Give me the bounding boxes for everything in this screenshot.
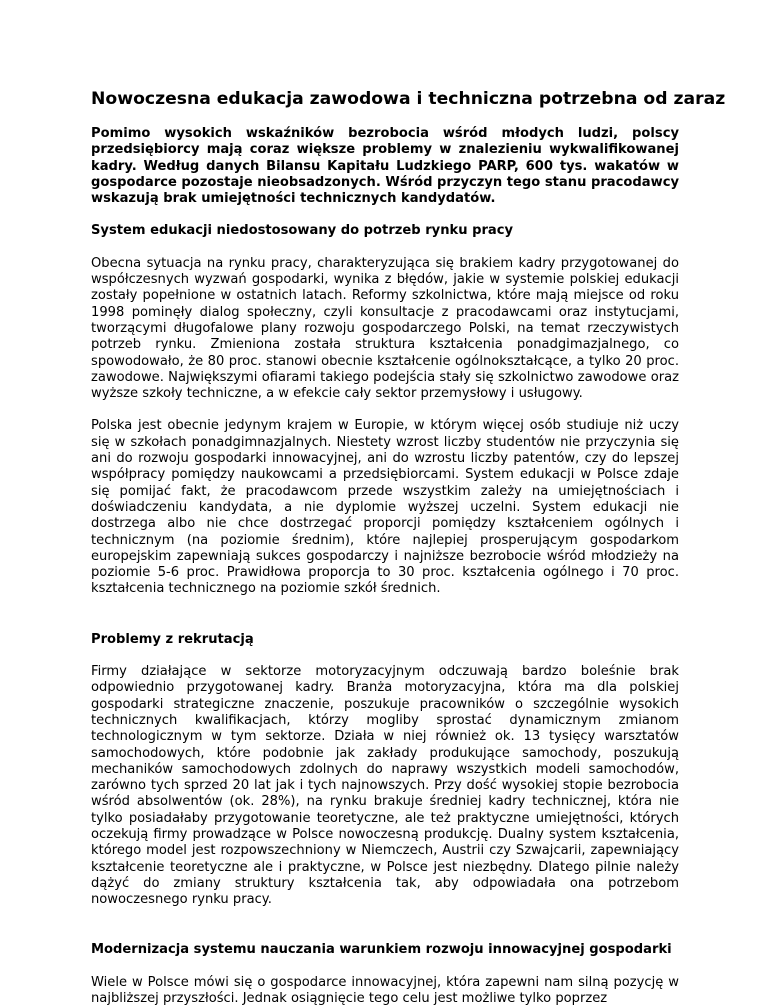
body-paragraph: Wiele w Polsce mówi się o gospodarce innowacyjnej, która zapewni nam silną pozycję w najbliższej przyszłości. Jednak osiągnięcie tego celu jest możliwe tylko poprzez xyxy=(91,974,679,1007)
body-paragraph: Firmy działające w sektorze motoryzacyjnym odczuwają bardzo boleśnie brak odpowiednio przygotowanej kadry. Branża motoryzacyjna, która ma dla polskiej gospodarki strategiczne znaczenie, poszukuje pracowników o szczególnie wysokich technicznych kwalifikacjach, którzy mogliby sprostać dynamicznym zmianom technologicznym w tym sektorze. Działa w niej również ok. 13 tysięcy warsztatów samochodowych, które podobnie jak zakłady produkujące samochody, poszukują mechaników samochodowych zdolnych do naprawy wszystkich modeli samochodów, zarówno tych sprzed 20 lat jak i tych najnowszych. Przy dość wysokiej stopie bezrobocia wśród absolwentów (ok. 28%), na rynku brakuje średniej kadry technicznej, która nie tylko posiadałaby przygotowanie teoretyczne, ale też praktyczne umiejętności, których oczekują firmy prowadzące w Polsce nowoczesną produkcję. Dualny system kształcenia, którego model jest rozpowszechniony w Niemczech, Austrii czy Szwajcarii, zapewniający kształcenie teoretyczne ale i praktyczne, w Polsce jest niezbędny. Dlatego pilnie należy dążyć do zmiany struktury kształcenia tak, aby odpowiadała ona potrzebom nowoczesnego rynku pracy. xyxy=(91,664,679,908)
section-heading-education-system: System edukacji niedostosowany do potrzeb rynku pracy xyxy=(91,223,514,239)
section-heading-modernization: Modernizacja systemu nauczania warunkiem rozwoju innowacyjnej gospodarki xyxy=(91,942,672,958)
page-title: Nowoczesna edukacja zawodowa i techniczna potrzebna od zaraz xyxy=(91,89,726,109)
body-paragraph: Obecna sytuacja na rynku pracy, charakteryzująca się brakiem kadry przygotowanej do współczesnych wyzwań gospodarki, wynika z błędów, jakie w systemie polskiej edukacji zostały popełnione w ostatnich latach. Reformy szkolnictwa, które mają miejsce od roku 1998 pominęły dialog społeczny, czyli konsultacje z pracodawcami oraz instytucjami, tworzącymi długofalowe plany rozwoju gospodarczego Polski, na temat rzeczywistych potrzeb rynku. Zmieniona została struktura kształcenia ponadgimazjalnego, co spowodowało, że 80 proc. stanowi obecnie kształcenie ogólnokształcące, a tylko 20 proc. zawodowe. Największymi ofiarami takiego podejścia stały się szkolnictwo zawodowe oraz wyższe szkoły techniczne, a w efekcie cały sektor przemysłowy i usługowy. xyxy=(91,255,679,402)
section-heading-recruitment: Problemy z rekrutacją xyxy=(91,631,254,647)
lead-paragraph: Pomimo wysokich wskaźników bezrobocia wśród młodych ludzi, polscy przedsiębiorcy mają coraz większe problemy w znalezieniu wykwalifikowanej kadry. Według danych Bilansu Kapitału Ludzkiego PARP, 600 tys. wakatów w gospodarce pozostaje nieobsadzonych. Wśród przyczyn tego stanu pracodawcy wskazują brak umiejętności technicznych kandydatów. xyxy=(91,126,679,207)
body-paragraph: Polska jest obecnie jedynym krajem w Europie, w którym więcej osób studiuje niż uczy się w szkołach ponadgimnazjalnych. Niestety wzrost liczby studentów nie przyczynia się ani do rozwoju gospodarki innowacyjnej, ani do wzrostu liczby patentów, czy do lepszej współpracy pomiędzy naukowcami a przedsiębiorcami. System edukacji w Polsce zdaje się pomijać fakt, że pracodawcom przede wszystkim zależy na umiejętnościach i doświadczeniu kandydata, a nie dyplomie wyższej uczelni. System edukacji nie dostrzega albo nie chce dostrzegać proporcji pomiędzy kształceniem ogólnych i technicznym (na poziomie średnim), które najlepiej prosperującym gospodarkom europejskim zapewniają sukces gospodarczy i najniższe bezrobocie wśród młodzieży na poziomie 5-6 proc. Prawidłowa proporcja to 30 proc. kształcenia ogólnego i 70 proc. kształcenia technicznego na poziomie szkół średnich. xyxy=(91,418,679,597)
